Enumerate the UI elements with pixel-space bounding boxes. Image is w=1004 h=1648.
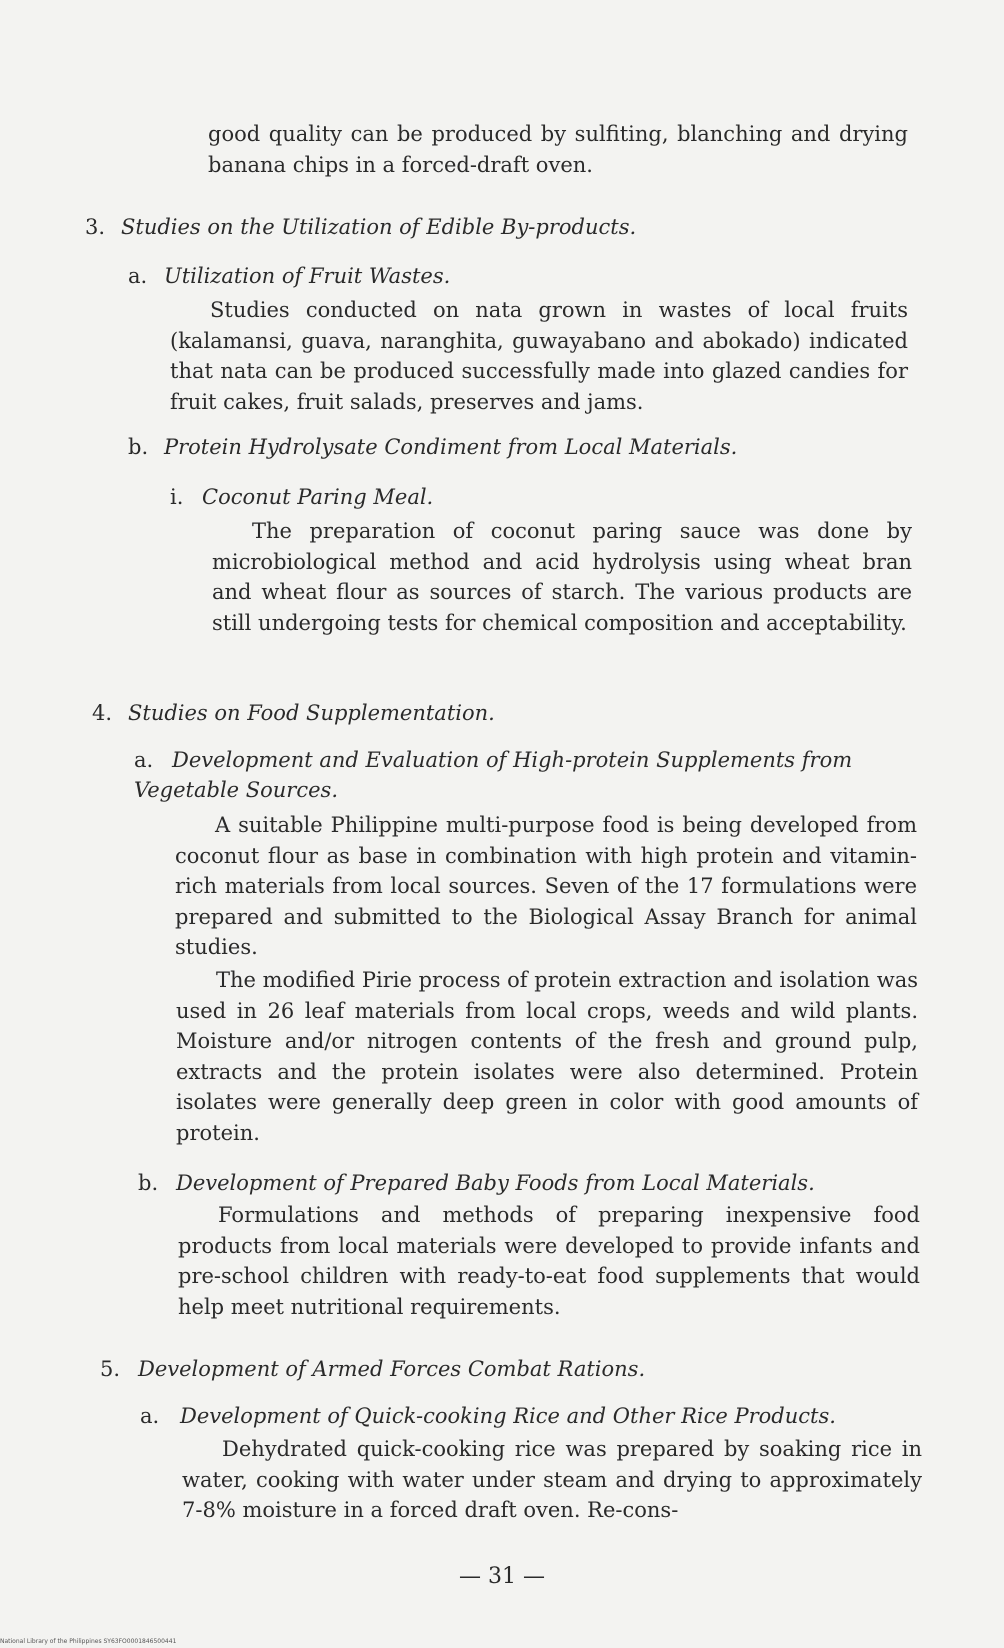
subsection-letter: a. xyxy=(140,1404,160,1428)
section-number: 5. xyxy=(100,1357,121,1381)
section-title: Studies on Food Supplementation. xyxy=(128,701,495,725)
footer-text: National Library of the Philippines SY63FO0001846500441 xyxy=(0,1638,177,1645)
item-title: Coconut Paring Meal. xyxy=(202,485,434,509)
section-number: 3. xyxy=(85,215,106,239)
item-numeral: i. xyxy=(170,485,184,509)
subsection-title: Development of Quick-cooking Rice and Other Rice Products. xyxy=(180,1404,836,1428)
subsection-4a-heading xyxy=(134,745,916,805)
subsection-4b-heading xyxy=(138,1168,815,1198)
section-title: Studies on the Utilization of Edible By-products. xyxy=(121,215,637,239)
subsection-3a-paragraph: Studies conducted on nata grown in wastes of local fruits (kalamansi, guava, naranghita, guwayabano and abokado) indicated that nata can be produced successfully made into glazed candies for fruit cakes, fruit salads, preserves and jams. xyxy=(170,298,908,414)
subsection-4b-paragraph: Formulations and methods of preparing inexpensive food products from local materials were developed to provide infants and pre-school children with ready-to-eat food supplements that would help meet nutritional requirements. xyxy=(178,1203,920,1319)
section-5-heading xyxy=(100,1354,645,1384)
section-title: Development of Armed Forces Combat Rations. xyxy=(138,1357,646,1381)
subsection-5a-paragraph: Dehydrated quick-cooking rice was prepared by soaking rice in water, cooking with water under steam and drying to approximately 7-8% moisture in a forced draft oven. Re-cons- xyxy=(182,1437,922,1522)
subsection-3b-heading xyxy=(128,432,737,462)
subsection-title: Development of Prepared Baby Foods from Local Materials. xyxy=(176,1171,815,1195)
subsection-title: Protein Hydrolysate Condiment from Local Materials. xyxy=(164,435,738,459)
item-3b-i-heading xyxy=(170,482,433,512)
subsection-letter: b. xyxy=(128,435,149,459)
subsection-letter: b. xyxy=(138,1171,159,1195)
section-4-heading xyxy=(92,698,495,728)
subsection-title: Development and Evaluation of High-protein Supplements from Vegetable Sources. xyxy=(134,748,853,802)
section-3-heading xyxy=(85,212,636,242)
subsection-3a-heading xyxy=(128,261,450,291)
subsection-title: Utilization of Fruit Wastes. xyxy=(164,264,451,288)
section-number: 4. xyxy=(92,701,113,725)
subsection-4a-paragraph-1: A suitable Philippine multi-purpose food is being developed from coconut flour as base in combination with high protein and vitamin-rich materials from local sources. Seven of the 17 formulations were prepared and submitted to the Biological Assay Branch for animal studies. xyxy=(175,813,917,959)
page-number: — 31 — xyxy=(459,1564,545,1589)
item-3b-i-paragraph: The preparation of coconut paring sauce was done by microbiological method and acid hydrolysis using wheat bran and wheat flour as sources of starch. The various products are still undergoing tests for chemical composition and acceptability. xyxy=(212,519,912,635)
intro-paragraph: good quality can be produced by sulfiting, blanching and drying banana chips in a forced-draft oven. xyxy=(208,122,908,177)
subsection-letter: a. xyxy=(128,264,148,288)
subsection-letter: a. xyxy=(134,748,154,772)
subsection-4a-paragraph-2: The modified Pirie process of protein extraction and isolation was used in 26 leaf materials from local crops, weeds and wild plants. Moisture and/or nitrogen contents of the fresh and ground pulp, extracts and the protein isolates were also determined. Protein isolates were generally deep green in color with good amounts of protein. xyxy=(176,968,918,1145)
subsection-5a-heading xyxy=(140,1401,836,1431)
